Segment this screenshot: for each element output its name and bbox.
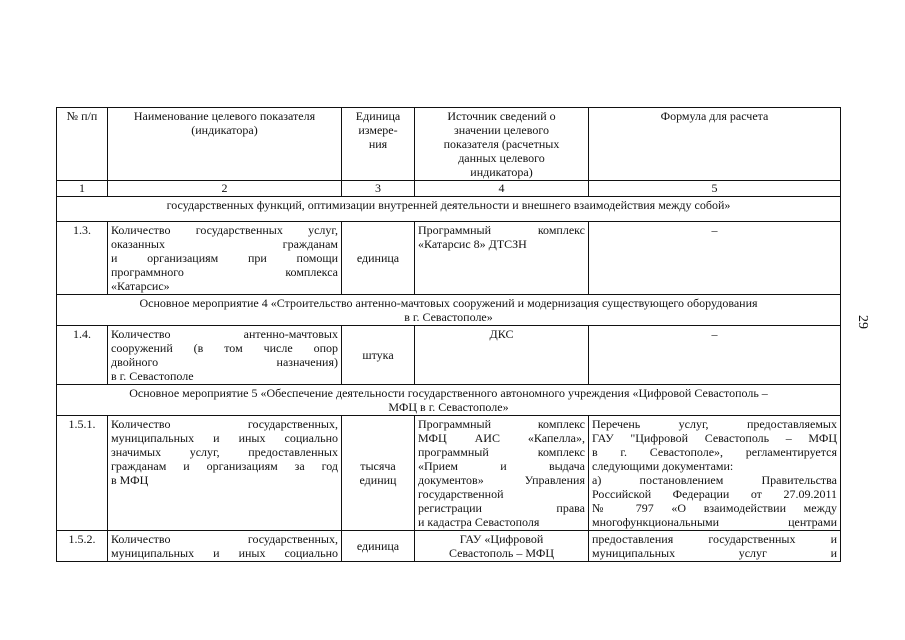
row-number: 1.5.2. xyxy=(57,531,108,562)
continued-section-text: государственных функций, оптимизации внутренней деятельности и внешнего взаимодействия между собой» xyxy=(57,197,841,222)
column-number-row xyxy=(57,181,841,197)
data-source: ГАУ «Цифровой Севастополь – МФЦ xyxy=(415,531,589,562)
data-source: Программный комплекс «Катарсис 8» ДТСЗН xyxy=(415,222,589,295)
column-number: 1 xyxy=(57,181,108,197)
table-header-row xyxy=(57,108,841,181)
column-number: 4 xyxy=(415,181,589,197)
table-row-1-5-1 xyxy=(57,416,841,531)
indicator-name: Количество государственных, муниципальных и иных социально значимых услуг, предоставленных гражданам и организациям за год в МФЦ xyxy=(108,416,342,531)
unit: штука xyxy=(342,326,415,385)
data-source: Программный комплекс МФЦ АИС «Капелла», программный комплекс «Прием и выдача документов» Управления государственной регистрации права и кадастра Севастополя xyxy=(415,416,589,531)
section-5-row xyxy=(57,385,841,416)
continued-section-row xyxy=(57,197,841,222)
table-row-1-3 xyxy=(57,222,841,295)
row-number: 1.3. xyxy=(57,222,108,295)
section-5-title: Основное мероприятие 5 «Обеспечение деятельности государственного автономного учреждения «Цифровой Севастополь – МФЦ в г. Севастополе» xyxy=(57,385,841,416)
section-4-row xyxy=(57,295,841,326)
column-number: 2 xyxy=(108,181,342,197)
row-number: 1.4. xyxy=(57,326,108,385)
header-formula: Формула для расчета xyxy=(589,108,841,181)
formula: – xyxy=(589,222,841,295)
header-unit: Единица измере- ния xyxy=(342,108,415,181)
data-source: ДКС xyxy=(415,326,589,385)
column-number: 5 xyxy=(589,181,841,197)
header-number: № п/п xyxy=(57,108,108,181)
unit: тысяча единиц xyxy=(342,416,415,531)
indicator-name: Количество государственных, муниципальных и иных социально xyxy=(108,531,342,562)
formula: предоставления государственных и муниципальных услуг и xyxy=(589,531,841,562)
table-row-1-4 xyxy=(57,326,841,385)
section-4-title: Основное мероприятие 4 «Строительство антенно-мачтовых сооружений и модернизация существующего оборудования в г. Севастополе» xyxy=(57,295,841,326)
unit: единица xyxy=(342,531,415,562)
column-number: 3 xyxy=(342,181,415,197)
indicator-name: Количество государственных услуг, оказанных гражданам и организациям при помощи программного комплекса «Катарсис» xyxy=(108,222,342,295)
formula: Перечень услуг, предоставляемых ГАУ "Цифровой Севастополь – МФЦ в г. Севастополе», регламентируется следующими документами: а) постановлением Правительства Российской Федерации от 27.09.2011 № 797 «О взаимодействии между многофункциональными центрами xyxy=(589,416,841,531)
table-row-1-5-2 xyxy=(57,531,841,562)
indicators-table xyxy=(56,107,841,562)
row-number: 1.5.1. xyxy=(57,416,108,531)
page-number: 29 xyxy=(855,315,870,329)
unit: единица xyxy=(342,222,415,295)
formula: – xyxy=(589,326,841,385)
header-source: Источник сведений о значении целевого показателя (расчетных данных целевого индикатора) xyxy=(415,108,589,181)
header-indicator-name: Наименование целевого показателя (индикатора) xyxy=(108,108,342,181)
indicator-name: Количество антенно-мачтовых сооружений (в том числе опор двойного назначения) в г. Севастополе xyxy=(108,326,342,385)
